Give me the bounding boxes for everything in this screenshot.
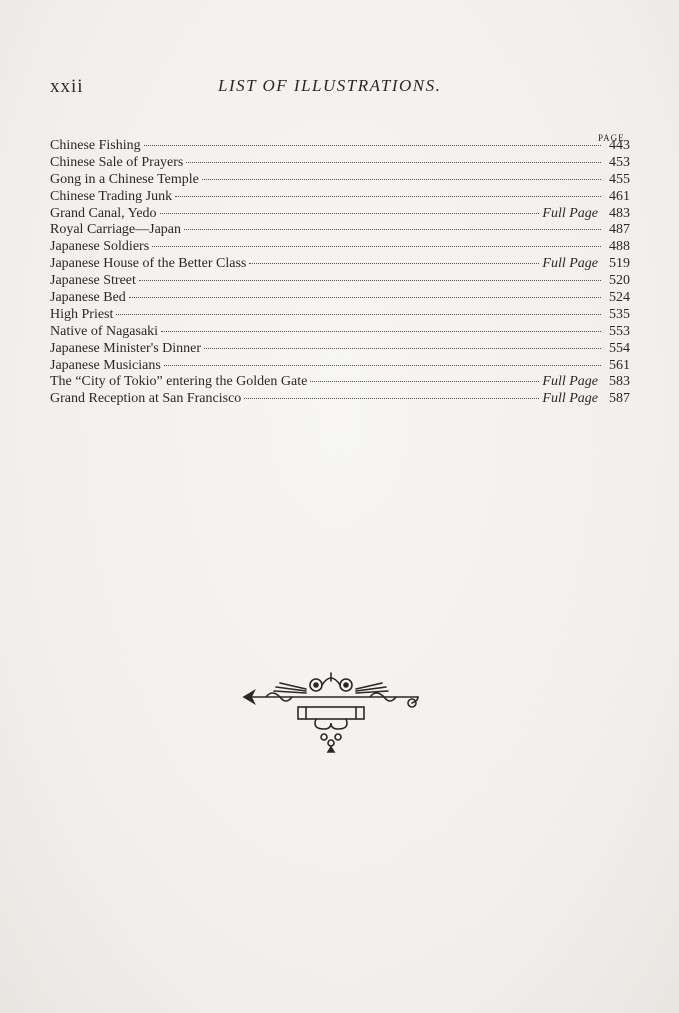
list-item [50,155,630,172]
page-reference: 488 [609,239,630,255]
page-reference: 520 [609,273,630,289]
illustration-title: Chinese Sale of Prayers [50,154,184,170]
list-item [50,222,630,239]
illustration-title: High Priest [50,306,114,322]
illustration-title: Gong in a Chinese Temple [50,171,199,187]
full-page-note: Full Page [542,256,598,272]
list-item [50,391,630,408]
page-number: xxii [50,76,84,97]
page-reference: 535 [609,306,630,322]
list-item [50,324,630,341]
list-item [50,189,630,206]
dot-leader [139,279,601,281]
printers-ornament-icon [236,665,426,755]
illustration-title: Japanese Bed [50,290,126,306]
page-reference: 483 [609,205,630,221]
full-page-note: Full Page [542,391,598,407]
illustration-title: Grand Canal, Yedo [50,205,157,221]
dot-leader [144,144,601,146]
list-item [50,290,630,307]
list-item [50,273,630,290]
dot-leader [186,161,601,163]
list-item [50,206,630,223]
illustration-title: Chinese Fishing [50,138,141,153]
page-reference: 587 [609,391,630,407]
illustration-title: Japanese Soldiers [50,239,150,255]
dot-leader [116,313,601,315]
list-item [50,239,630,256]
illustration-title: Japanese Musicians [50,357,161,373]
dot-leader [202,178,601,180]
illustration-title: Japanese House of the Better Class [50,256,247,272]
dot-leader [184,228,601,230]
page-reference: 443 [609,138,630,153]
list-item [50,341,630,358]
dot-leader [129,296,601,298]
full-page-note: Full Page [542,374,598,390]
page-reference: 453 [609,154,630,170]
running-title: LIST OF ILLUSTRATIONS. [218,76,442,95]
list-item [50,138,630,155]
illustration-title: Grand Reception at San Francisco [50,391,242,407]
dot-leader [164,364,601,366]
list-item [50,172,630,189]
dot-leader [161,330,601,332]
page-reference: 553 [609,323,630,339]
illustration-title: Native of Nagasaki [50,323,159,339]
list-item [50,374,630,391]
page-column-heading: PAGE [598,133,625,143]
page-reference: 487 [609,222,630,238]
full-page-note: Full Page [542,205,598,221]
list-item [50,307,630,324]
page-reference: 461 [609,188,630,204]
page-reference: 519 [609,256,630,272]
page-header [50,76,630,100]
illustration-title: Japanese Minister's Dinner [50,340,202,356]
list-item [50,256,630,273]
illustration-title: Japanese Street [50,273,136,289]
list-item [50,358,630,375]
dot-leader [244,397,539,399]
page-reference: 554 [609,340,630,356]
illustration-title: The “City of Tokio” entering the Golden Gate [50,374,308,390]
dot-leader [175,195,601,197]
dot-leader [160,212,540,214]
illustration-title: Royal Carriage—Japan [50,222,182,238]
dot-leader [310,380,539,382]
illustrations-list [50,138,630,408]
page-reference: 524 [609,290,630,306]
dot-leader [204,347,601,349]
dot-leader [249,262,539,264]
page-reference: 561 [609,357,630,373]
dot-leader [152,245,601,247]
page-reference: 455 [609,171,630,187]
page-reference: 583 [609,374,630,390]
illustration-title: Chinese Trading Junk [50,188,173,204]
